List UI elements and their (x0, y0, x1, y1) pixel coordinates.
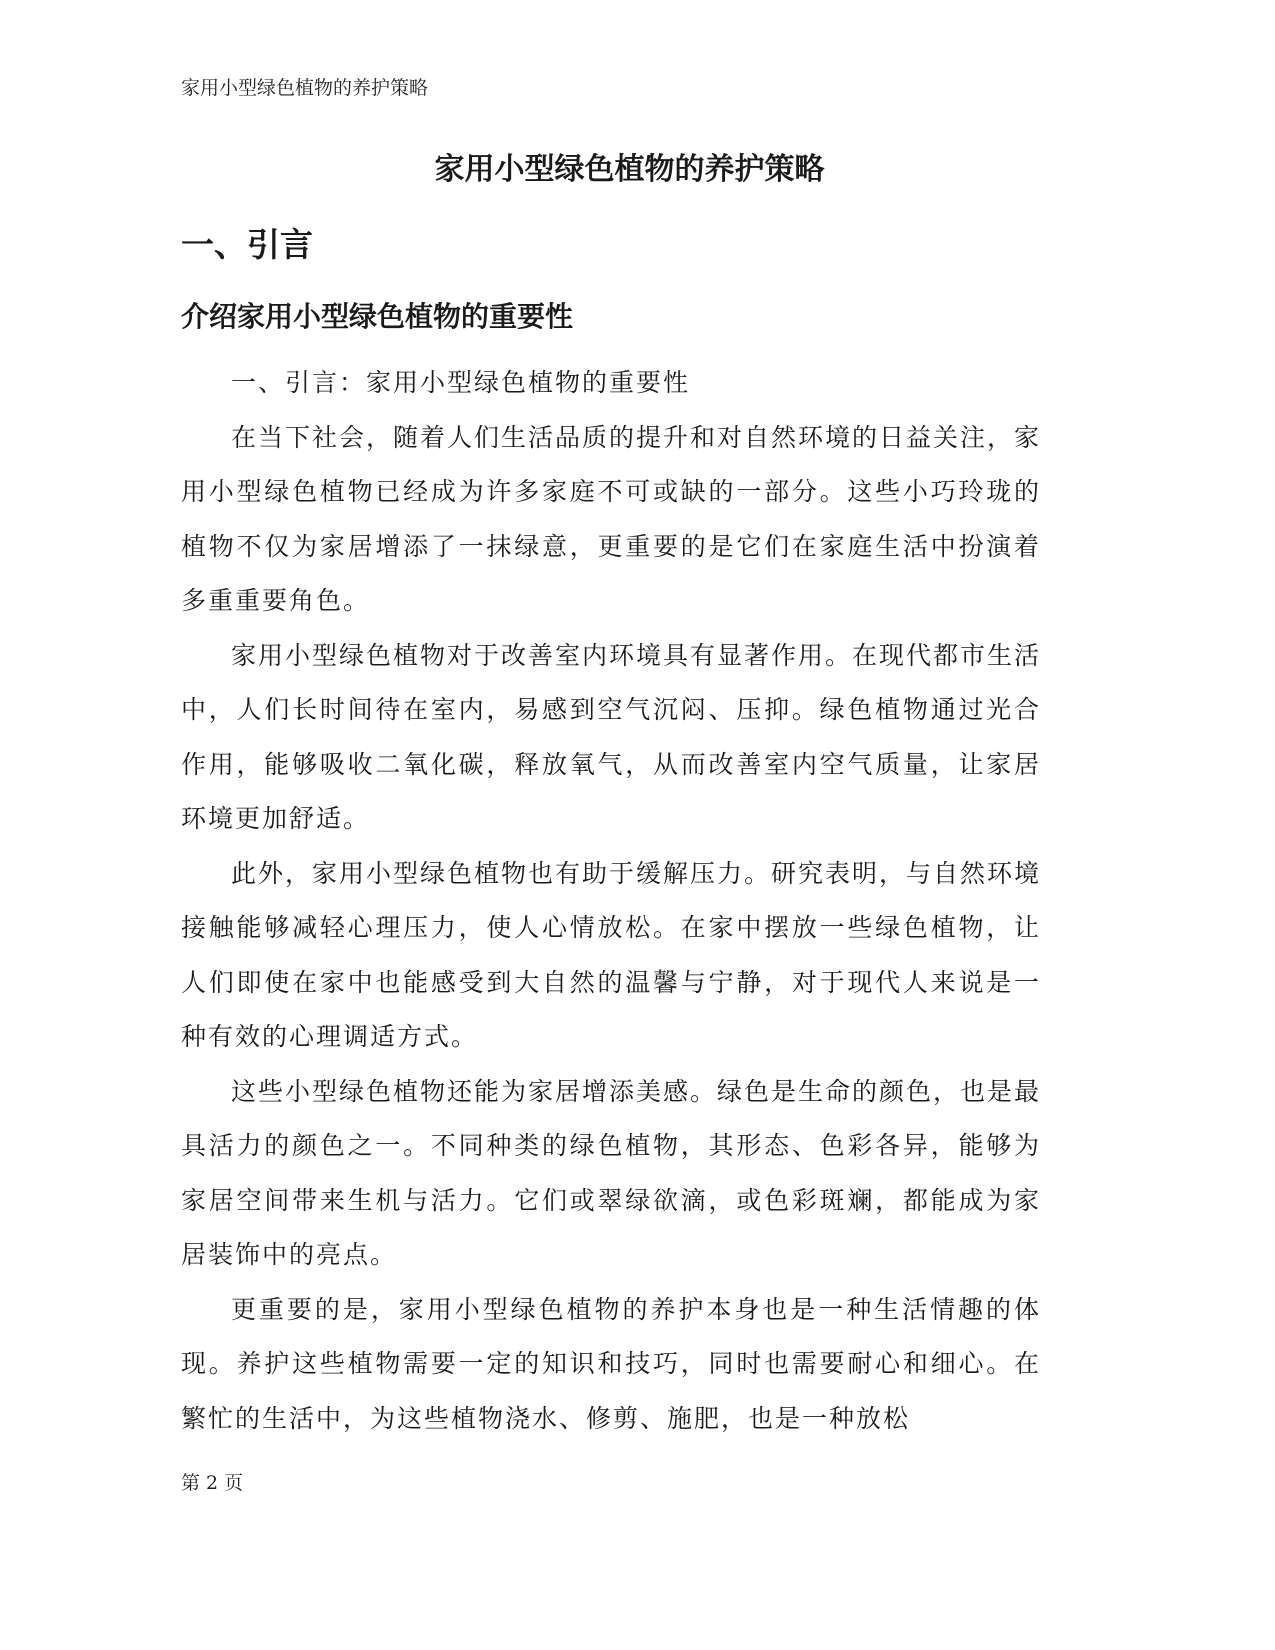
document-title: 家用小型绿色植物的养护策略 (434, 152, 825, 187)
paragraph: 更重要的是，家用小型绿色植物的养护本身也是一种生活情趣的体现。养护这些植物需要一定的知识和技巧，同时也需要耐心和细心。在繁忙的生活中，为这些植物浇水、修剪、施肥，也是一种放松 (181, 1294, 1041, 1433)
paragraph: 家用小型绿色植物对于改善室内环境具有显著作用。在现代都市生活中，人们长时间待在室内，易感到空气沉闷、压抑。绿色植物通过光合作用，能够吸收二氧化碳，释放氧气，从而改善室内空气质量，让家居环境更加舒适。 (181, 640, 1042, 833)
paragraph: 此外，家用小型绿色植物也有助于缓解压力。研究表明，与自然环境接触能够减轻心理压力，使人心情放松。在家中摆放一些绿色植物，让人们即使在家中也能感受到大自然的温馨与宁静，对于现代人来说是一种有效的心理调适方式。 (181, 858, 1042, 1051)
subsection-heading: 介绍家用小型绿色植物的重要性 (181, 300, 574, 333)
section-heading: 一、引言 (181, 225, 313, 264)
paragraph: 在当下社会，随着人们生活品质的提升和对自然环境的日益关注，家用小型绿色植物已经成为许多家庭不可或缺的一部分。这些小巧玲珑的植物不仅为家居增添了一抹绿意，更重要的是它们在家庭生活中扮演着多重重要角色。 (181, 422, 1042, 615)
page-number: 第 2 页 (181, 1472, 244, 1494)
running-header: 家用小型绿色植物的养护策略 (181, 77, 429, 99)
body-text (181, 356, 1041, 1446)
paragraph: 这些小型绿色植物还能为家居增添美感。绿色是生命的颜色，也是最具活力的颜色之一。不同种类的绿色植物，其形态、色彩各异，能够为家居空间带来生机与活力。它们或翠绿欲滴，或色彩斑斓，都能成为家居装饰中的亮点。 (181, 1076, 1042, 1269)
paragraph-intro-label: 一、引言：家用小型绿色植物的重要性 (231, 368, 691, 397)
